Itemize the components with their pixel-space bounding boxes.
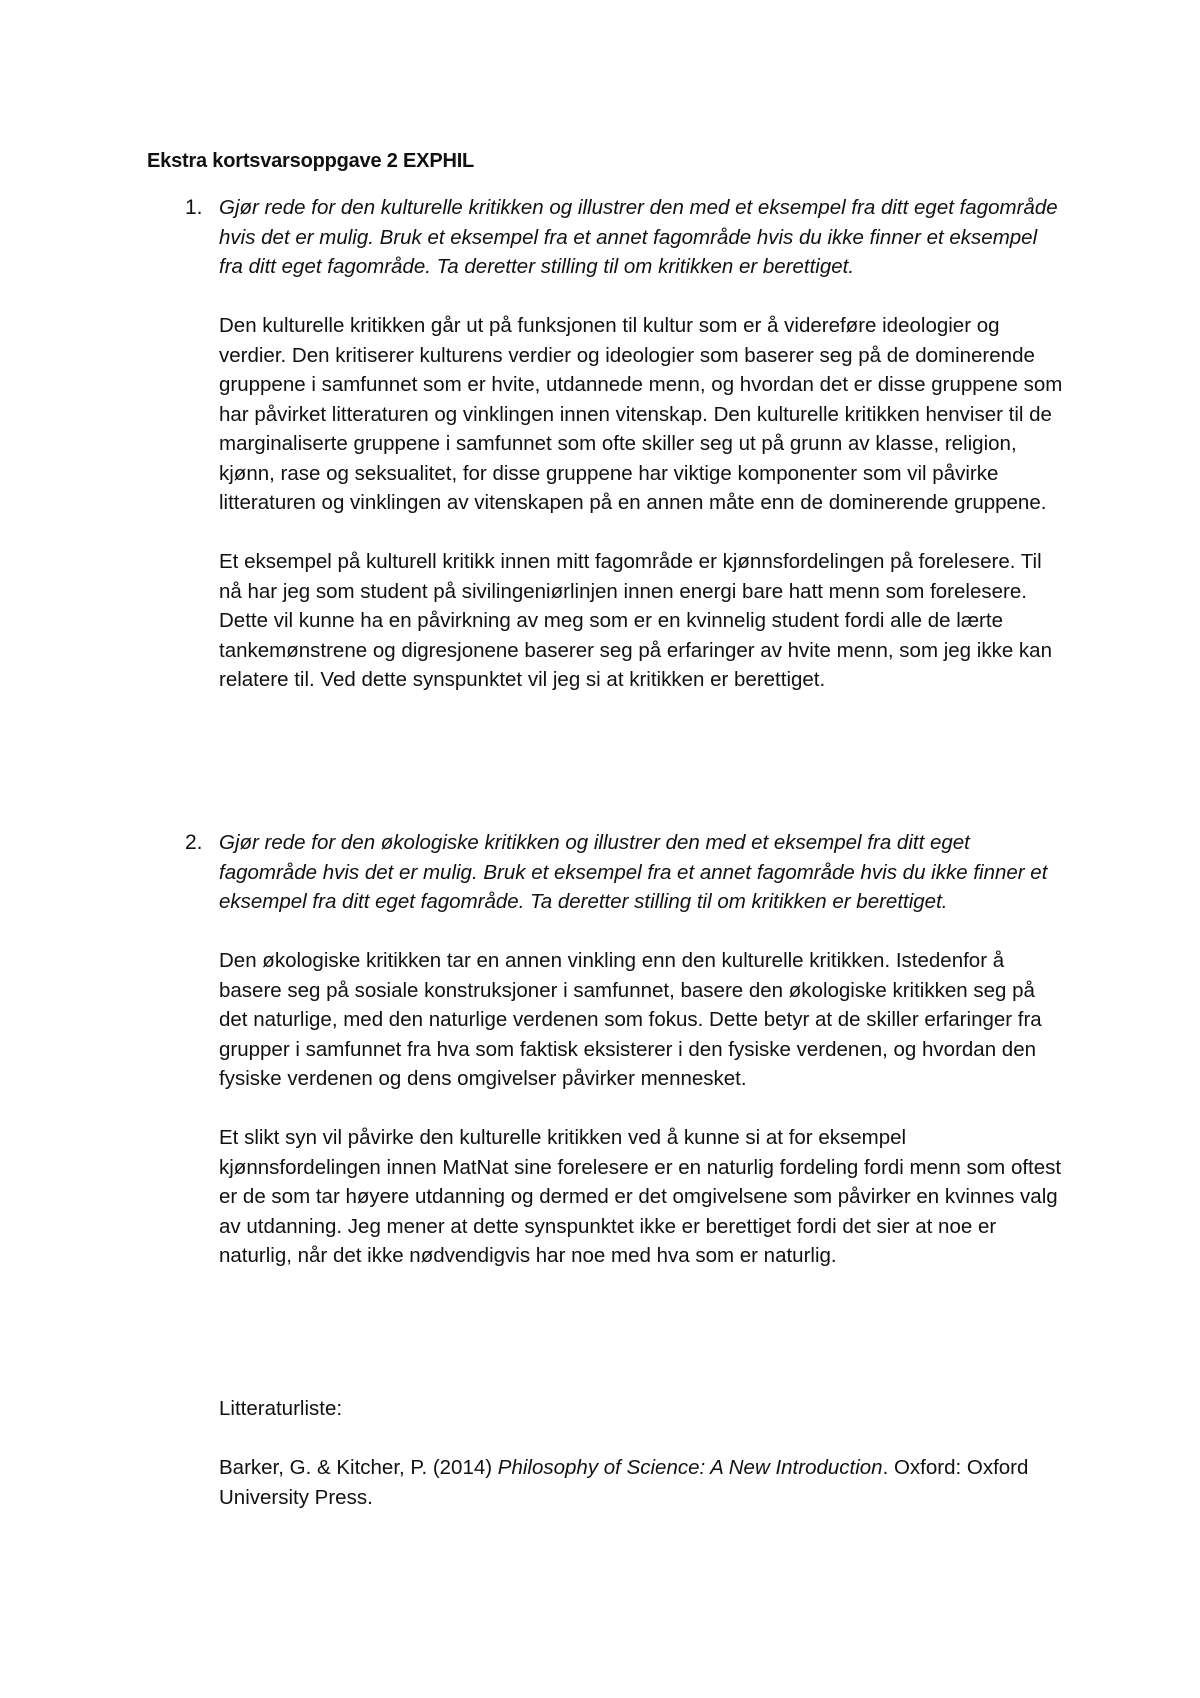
answer-paragraph: Et slikt syn vil påvirke den kulturelle kritikken ved å kunne si at for eksempel kjønnsfordelingen innen MatNat sine forelesere er en naturlig fordeling fordi menn som oftest er de som tar høyere utdanning og dermed er det omgivelsene som påvirker en kvinnes valg av utdanning. Jeg mener at dette synspunktet ikke er berettiget fordi det sier at noe er naturlig, når det ikke nødvendigvis har noe med hva som er naturlig.: [219, 1126, 1062, 1267]
entry-publisher: . Oxford: Oxford University Press.: [219, 1456, 1029, 1509]
bibliography-entry: [219, 1453, 1064, 1512]
question-number: 1.: [185, 196, 203, 219]
bibliography: [219, 1394, 1064, 1512]
question-prompt: Gjør rede for den kulturelle kritikken og illustrer den med et eksempel fra ditt eget fagområde hvis det er mulig. Bruk et eksempel fra et annet fagområde hvis du ikke finner et eksempel fra ditt eget fagområde. Ta deretter stilling til om kritikken er berettiget.: [219, 196, 1058, 278]
entry-title: Philosophy of Science: A New Introduction: [497, 1456, 883, 1479]
bibliography-heading: Litteraturliste:: [219, 1397, 343, 1420]
answer-paragraph: Et eksempel på kulturell kritikk innen mitt fagområde er kjønnsfordelingen på forelesere. Til nå har jeg som student på sivilingeniørlinjen innen energi bare hatt menn som forelesere. Dette vil kunne ha en påvirkning av meg som er en kvinnelig student fordi alle de lærte tankemønstrene og digresjonene baserer seg på erfaringer av hvite menn, som jeg ikke kan relatere til. Ved dette synspunktet vil jeg si at kritikken er berettiget.: [219, 550, 1052, 691]
answer-paragraph: Den kulturelle kritikken går ut på funksjonen til kultur som er å videreføre ideologier og verdier. Den kritiserer kulturens verdier og ideologier som baserer seg på de dominerende gruppene i samfunnet som er hvite, utdannede menn, og hvordan det er disse gruppene som har påvirket litteraturen og vinklingen innen vitenskap. Den kulturelle kritikken henviser til de marginaliserte gruppene i samfunnet som ofte skiller seg ut på grunn av klasse, religion, kjønn, rase og seksualitet, for disse gruppene har viktige komponenter som vil påvirke litteraturen og vinklingen av vitenskapen på en annen måte enn de dominerende gruppene.: [219, 314, 1063, 514]
answer-paragraph: Den økologiske kritikken tar en annen vinkling enn den kulturelle kritikken. Istedenfor å basere seg på sosiale konstruksjoner i samfunnet, basere den økologiske kritikken seg på det naturlige, med den naturlige verdenen som fokus. Dette betyr at de skiller erfaringer fra grupper i samfunnet fra hva som faktisk eksisterer i den fysiske verdenen, og hvordan den fysiske verdenen og dens omgivelser påvirker mennesket.: [219, 949, 1042, 1090]
question-number: 2.: [185, 831, 203, 854]
document-title: Ekstra kortsvarsoppgave 2 EXPHIL: [147, 150, 475, 172]
question-prompt: Gjør rede for den økologiske kritikken og illustrer den med et eksempel fra ditt eget fagområde hvis det er mulig. Bruk et eksempel fra et annet fagområde hvis du ikke finner et eksempel fra ditt eget fagområde. Ta deretter stilling til om kritikken er berettiget.: [219, 831, 1048, 913]
entry-authors: Barker, G. & Kitcher, P. (2014): [219, 1456, 498, 1479]
